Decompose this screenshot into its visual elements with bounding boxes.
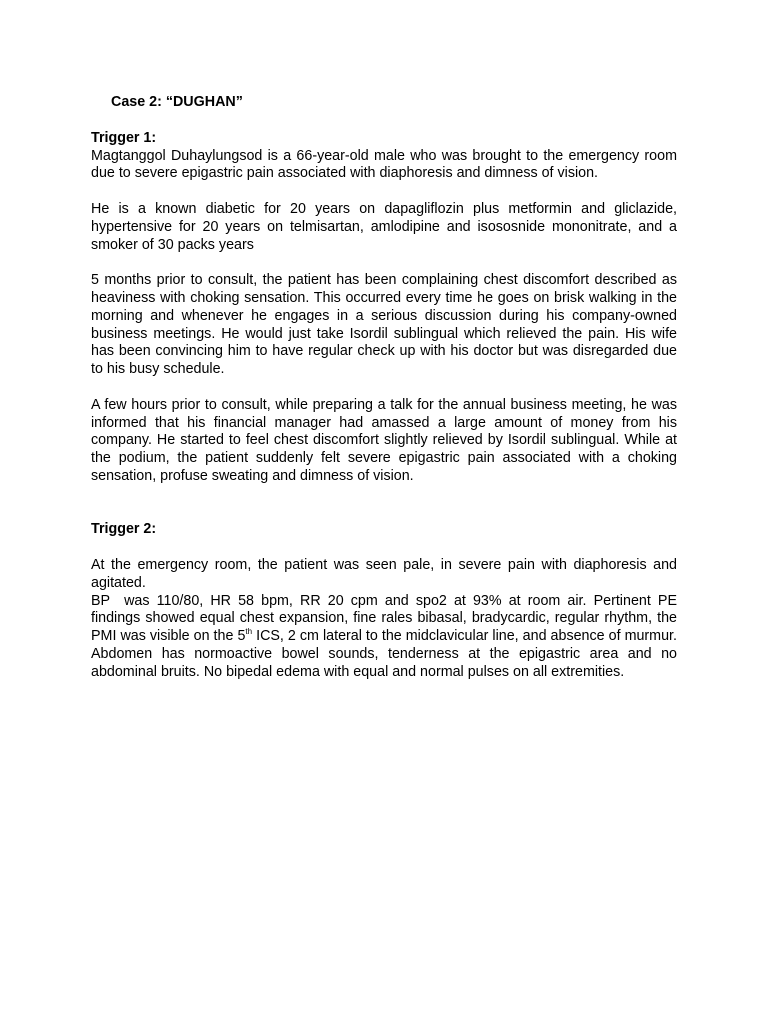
- case-title: Case 2: “DUGHAN”: [111, 94, 243, 110]
- vitals-text-continued: ICS, 2 cm lateral to the midclavicular line, and absence of murmur. Abdomen has normoactive bowel sounds, tenderness at the epigastric area and no abdominal bruits. No bipedal edema with equal and normal pulses on all extremities.: [91, 628, 677, 680]
- trigger-2-paragraph-er: At the emergency room, the patient was seen pale, in severe pain with diaphoresis and agitated.: [91, 556, 677, 591]
- document-page: [91, 94, 677, 682]
- spacer: [91, 539, 677, 557]
- vitals-text: was 110/80, HR 58 bpm, RR 20 cpm and spo2 at 93% at room air. Pertinent PE findings showed equal chest expansion, fine rales bibasal, bradycardic, regular rhythm, the PMI was visible on the 5: [91, 592, 677, 645]
- spacer: [91, 112, 677, 130]
- trigger-1-paragraph-presentation: Magtanggol Duhaylungsod is a 66-year-old male who was brought to the emergency room due to severe epigastric pain associated with diaphoresis and dimness of vision.: [91, 147, 677, 182]
- spacer: [91, 183, 677, 201]
- trigger-1-paragraph-prior-symptoms: 5 months prior to consult, the patient has been complaining chest discomfort described as heaviness with choking sensation. This occurred every time he goes on brisk walking in the morning and whenever he engages in a serious discussion during his company-owned business meetings. He would just take Isordil sublingual which relieved the pain. His wife has been convincing him to have regular check up with his doctor but was disregarded due to his busy schedule.: [91, 272, 677, 378]
- spacer: [91, 379, 677, 397]
- spacer: [91, 486, 677, 522]
- spacer: [91, 254, 677, 272]
- trigger-2-heading: Trigger 2:: [91, 521, 157, 538]
- trigger-2-paragraph-vitals: [91, 593, 677, 682]
- bp-label: BP: [91, 592, 111, 609]
- trigger-1-paragraph-onset: A few hours prior to consult, while preparing a talk for the annual business meeting, he was informed that his financial manager had amassed a large amount of money from his company. He started to feel chest discomfort slightly relieved by Isordil sublingual. While at the podium, the patient suddenly felt severe epigastric pain associated with a choking sensation, profuse sweating and dimness of vision.: [91, 396, 677, 484]
- ordinal-suffix: th: [245, 627, 253, 637]
- trigger-1-heading: Trigger 1:: [91, 129, 157, 146]
- trigger-1-paragraph-history: He is a known diabetic for 20 years on dapagliflozin plus metformin and gliclazide, hypertensive for 20 years on telmisartan, amlodipine and isososnide mononitrate, and a smoker of 30 packs years: [91, 200, 677, 253]
